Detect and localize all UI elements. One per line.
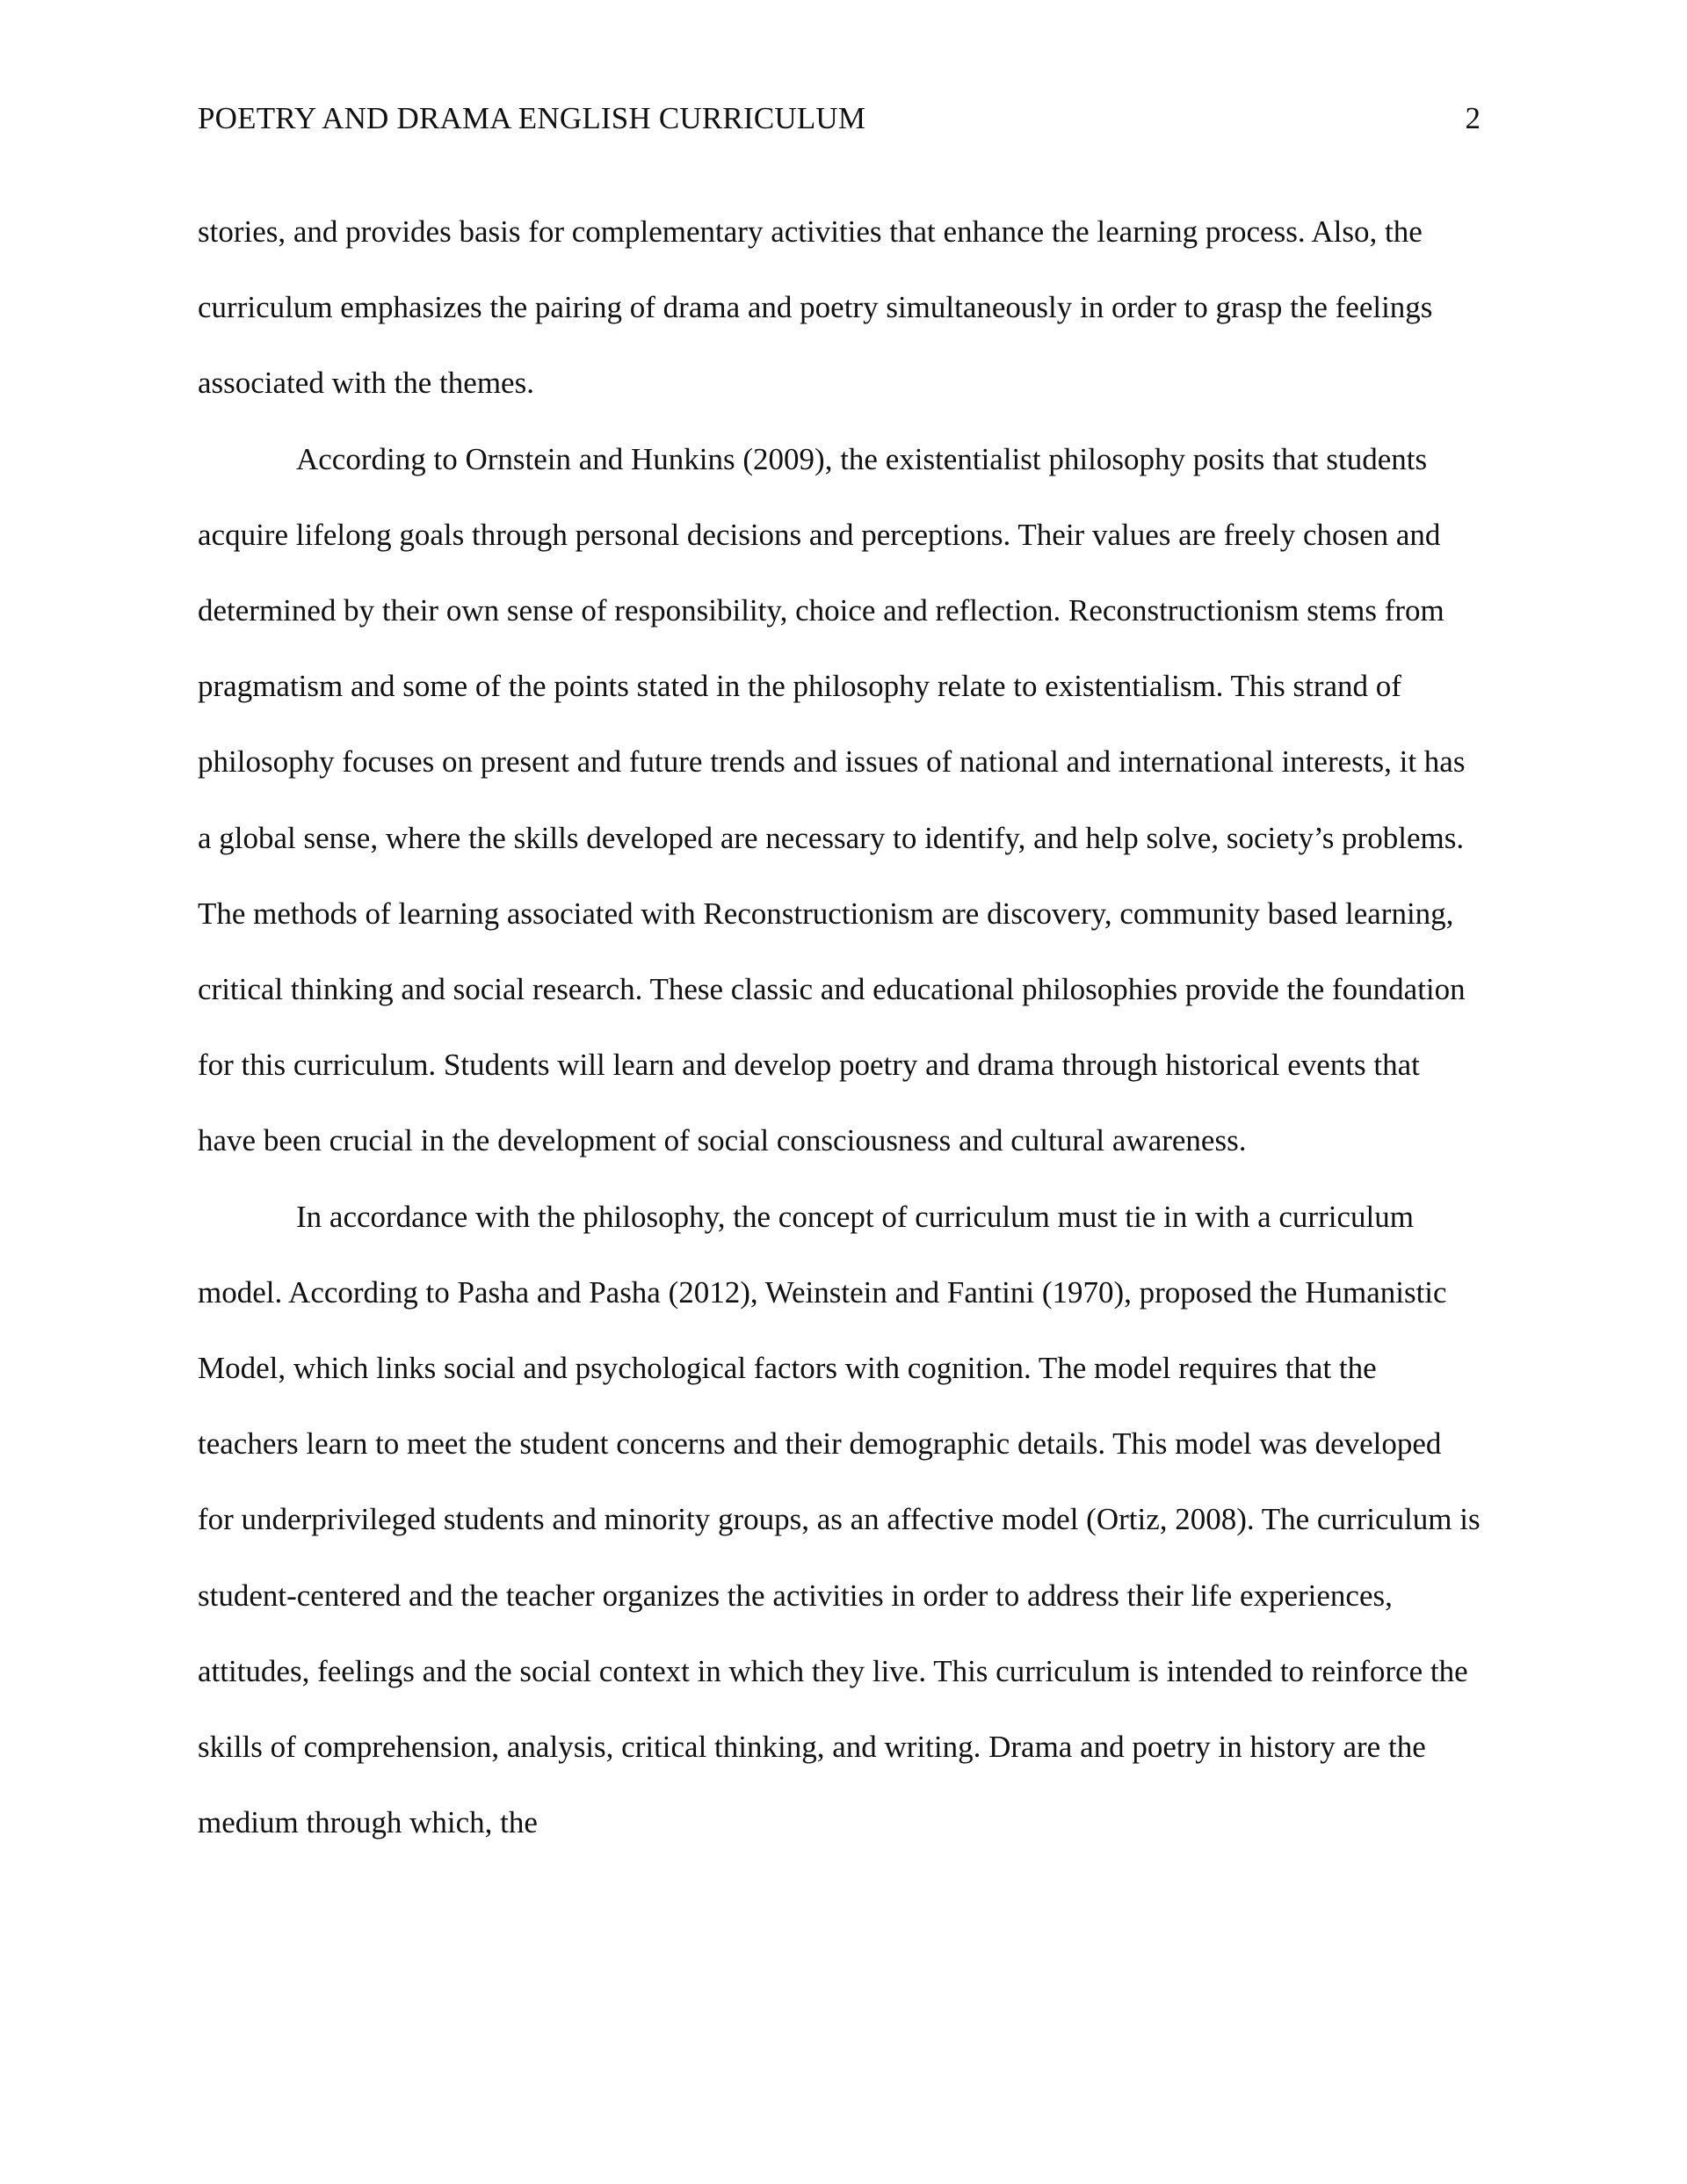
running-head	[198, 97, 1481, 141]
body-text	[198, 194, 1481, 1861]
running-head-title: POETRY AND DRAMA ENGLISH CURRICULUM	[198, 101, 866, 135]
paragraph-philosophy: According to Ornstein and Hunkins (2009), the existentialist philosophy posits that students acquire lifelong goals through personal decisions and perceptions. Their values are freely chosen and determined by their own sense of responsibility, choice and reflection. Reconstructionism stems from pragmatism and some of the points stated in the philosophy relate to existentialism. This strand of philosophy focuses on present and future trends and issues of national and international interests, it has a global sense, where the skills developed are necessary to identify, and help solve, society’s problems. The methods of learning associated with Reconstructionism are discovery, community based learning, critical thinking and social research. These classic and educational philosophies provide the foundation for this curriculum. Students will learn and develop poetry and drama through historical events that have been crucial in the development of social consciousness and cultural awareness.	[198, 441, 1466, 1158]
page-number: 2	[1465, 101, 1481, 135]
paragraph-curriculum-model: In accordance with the philosophy, the concept of curriculum must tie in with a curriculum model. According to Pasha and Pasha (2012), Weinstein and Fantini (1970), proposed the Humanistic Model, which links social and psychological factors with cognition. The model requires that the teachers learn to meet the student concerns and their demographic details. This model was developed for underprivileged students and minority groups, as an affective model (Ortiz, 2008). The curriculum is student-centered and the teacher organizes the activities in order to address their life experiences, attitudes, feelings and the social context in which they live. This curriculum is intended to reinforce the skills of comprehension, analysis, critical thinking, and writing. Drama and poetry in history are the medium through which, the	[198, 1199, 1481, 1840]
paragraph-continuation: stories, and provides basis for complementary activities that enhance the learning process. Also, the curriculum emphasizes the pairing of drama and poetry simultaneously in order to grasp the feelings associated with the themes.	[198, 214, 1433, 401]
